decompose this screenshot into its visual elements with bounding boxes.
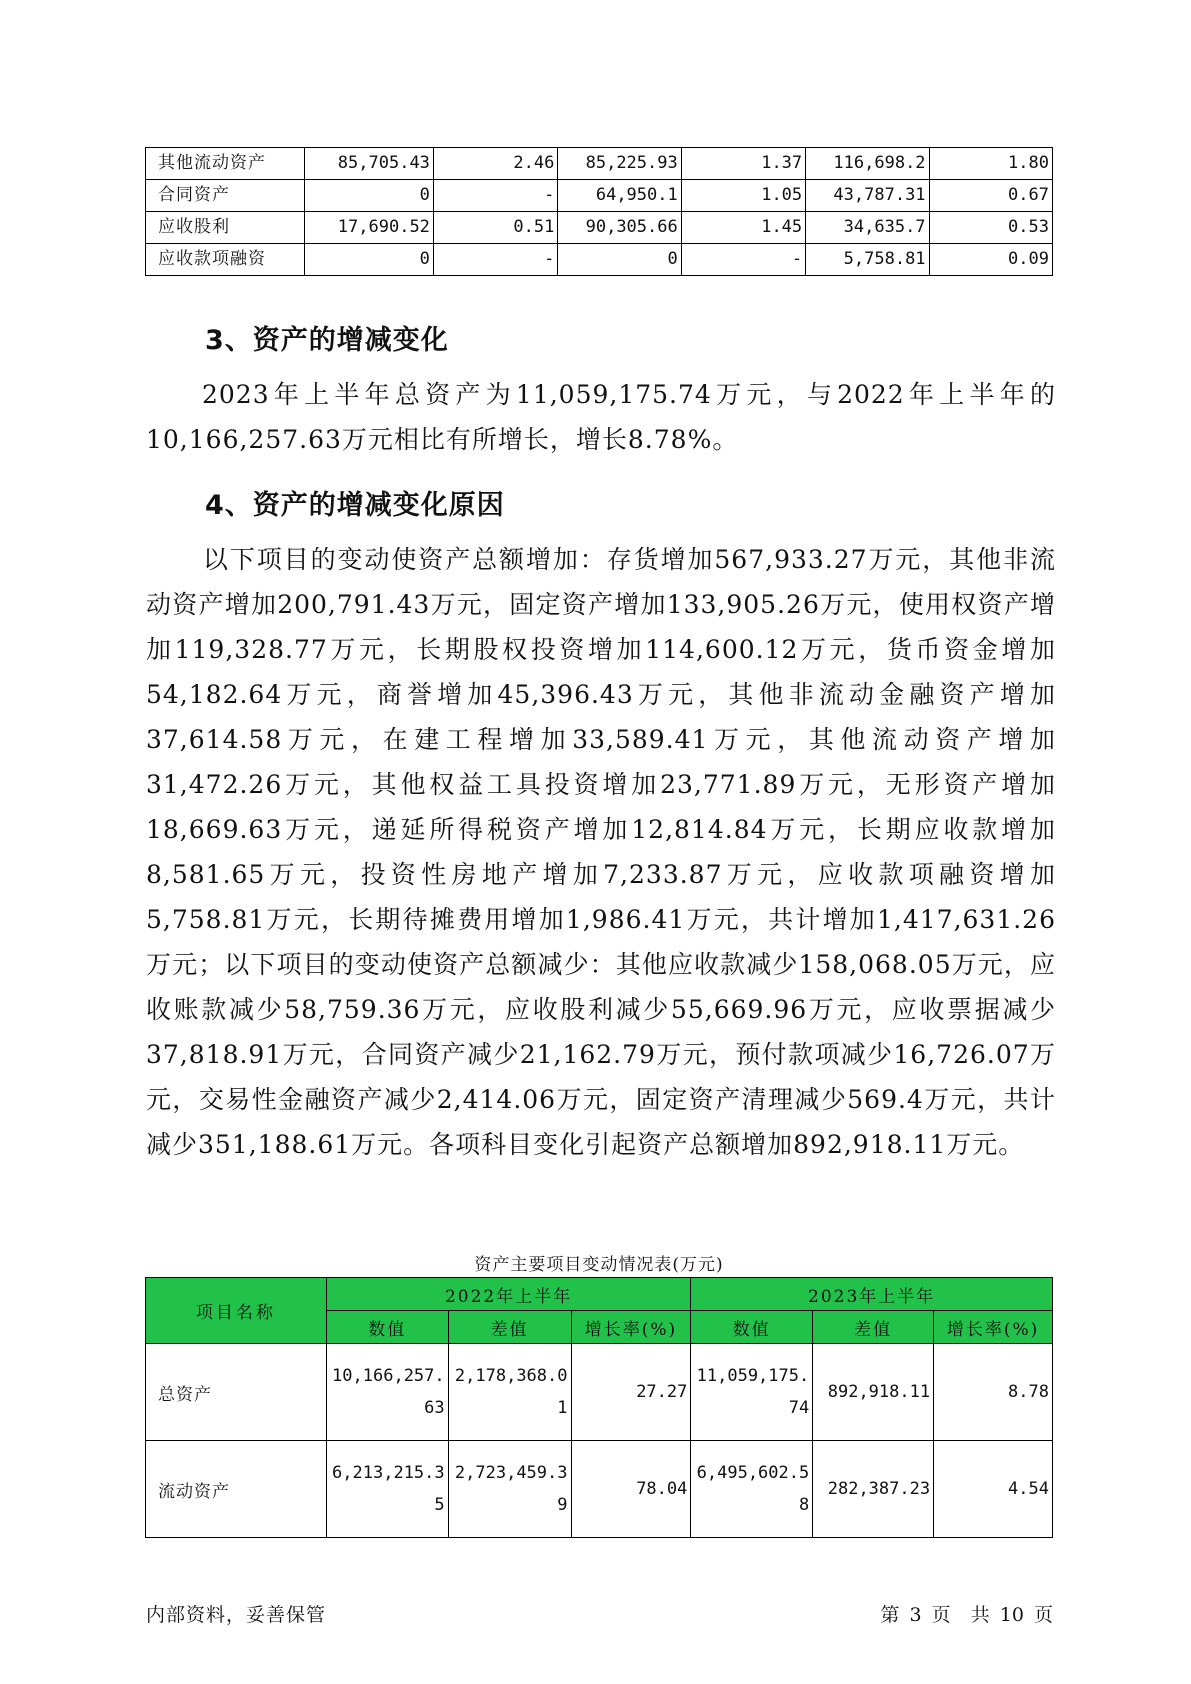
column-header-diff: 差值	[813, 1311, 934, 1344]
ratio-cell: 1.37	[681, 148, 805, 180]
row-name: 应收股利	[146, 212, 305, 244]
diff-cell: 892,918.11	[813, 1344, 934, 1441]
page-total: 10	[999, 1604, 1024, 1626]
ratio-cell: 0.53	[929, 212, 1052, 244]
ratio-cell: -	[433, 180, 557, 212]
section-4-text: 以下项目的变动使资产总额增加：存货增加567,933.27万元，其他非流动资产增加200,791.43万元，固定资产增加133,905.26万元，使用权资产增加119,328.77万元，长期股权投资增加114,600.12万元，货币资金增加54,182.64万元，商誉增加45,396.43万元，其他非流动金融资产增加37,614.58万元，在建工程增加33,589.41万元，其他流动资产增加31,472.26万元，其他权益工具投资增加23,771.89万元，无形资产增加18,669.63万元，递延所得税资产增加12,814.84万元，长期应收款增加8,581.65万元，投资性房地产增加7,233.87万元，应收款项融资增加5,758.81万元，长期待摊费用增加1,986.41万元，共计增加1,417,631.26万元；以下项目的变动使资产总额减少：其他应收款减少158,068.05万元，应收账款减少58,759.36万元，应收股利减少55,669.96万元，应收票据减少37,818.91万元，合同资产减少21,162.79万元，预付款项减少16,726.07万元，交易性金融资产减少2,414.06万元，固定资产清理减少569.4万元，共计减少351,188.61万元。各项科目变化引起资产总额增加892,918.11万元。	[146, 545, 1056, 1159]
value-cell: 6,495,602.58	[691, 1441, 813, 1538]
column-header-value: 数值	[326, 1311, 448, 1344]
page-total-unit: 页	[1033, 1604, 1053, 1626]
column-header-value: 数值	[691, 1311, 813, 1344]
row-name: 流动资产	[146, 1441, 327, 1538]
value-cell: 11,059,175.74	[691, 1344, 813, 1441]
value-cell: 0	[305, 180, 434, 212]
rate-cell: 27.27	[571, 1344, 691, 1441]
row-name: 合同资产	[146, 180, 305, 212]
diff-cell: 2,723,459.39	[448, 1441, 571, 1538]
asset-change-table	[145, 1277, 1053, 1538]
value-cell: 10,166,257.63	[326, 1344, 448, 1441]
value-cell: 64,950.1	[558, 180, 681, 212]
section-4-paragraph	[146, 537, 1056, 1167]
value-cell: 0	[558, 244, 681, 276]
diff-cell: 2,178,368.01	[448, 1344, 571, 1441]
table-row	[146, 1344, 1053, 1441]
value-cell: 5,758.81	[806, 244, 929, 276]
ratio-cell: 0.51	[433, 212, 557, 244]
row-name: 总资产	[146, 1344, 327, 1441]
footer-confidential: 内部资料，妥善保管	[146, 1604, 327, 1626]
rate-cell: 4.54	[934, 1441, 1053, 1538]
section-4-heading: 4、资产的增减变化原因	[205, 490, 505, 521]
row-name: 应收款项融资	[146, 244, 305, 276]
value-cell: 90,305.66	[558, 212, 681, 244]
rate-cell: 8.78	[934, 1344, 1053, 1441]
column-header-diff: 差值	[448, 1311, 571, 1344]
value-cell: 116,698.2	[806, 148, 929, 180]
ratio-cell: 1.05	[681, 180, 805, 212]
rate-cell: 78.04	[571, 1441, 691, 1538]
table-row	[146, 212, 1053, 244]
group-header-2022: 2022年上半年	[326, 1278, 691, 1311]
table-row	[146, 1441, 1053, 1538]
column-header-rate: 增长率(%)	[571, 1311, 691, 1344]
diff-cell: 282,387.23	[813, 1441, 934, 1538]
section-3-heading: 3、资产的增减变化	[205, 325, 449, 356]
ratio-cell: -	[433, 244, 557, 276]
ratio-cell: 1.45	[681, 212, 805, 244]
ratio-cell: 2.46	[433, 148, 557, 180]
page-unit: 页	[931, 1604, 951, 1626]
page-total-prefix: 共	[970, 1604, 990, 1626]
table-caption: 资产主要项目变动情况表(万元)	[474, 1255, 724, 1275]
table-row	[146, 148, 1053, 180]
column-header-name: 项目名称	[146, 1278, 327, 1344]
value-cell: 85,705.43	[305, 148, 434, 180]
header-row	[146, 1278, 1053, 1311]
page-current: 3	[909, 1604, 922, 1626]
ratio-cell: 1.80	[929, 148, 1052, 180]
row-name: 其他流动资产	[146, 148, 305, 180]
section-3-text: 2023年上半年总资产为11,059,175.74万元，与2022年上半年的10,166,257.63万元相比有所增长，增长8.78%。	[146, 380, 1056, 454]
value-cell: 0	[305, 244, 434, 276]
ratio-cell: -	[681, 244, 805, 276]
value-cell: 85,225.93	[558, 148, 681, 180]
asset-structure-table	[145, 147, 1053, 276]
table-row	[146, 244, 1053, 276]
ratio-cell: 0.09	[929, 244, 1052, 276]
value-cell: 43,787.31	[806, 180, 929, 212]
value-cell: 34,635.7	[806, 212, 929, 244]
section-3-paragraph	[146, 372, 1056, 462]
page-number	[876, 1600, 1053, 1627]
group-header-2023: 2023年上半年	[691, 1278, 1053, 1311]
column-header-rate: 增长率(%)	[934, 1311, 1053, 1344]
table-row	[146, 180, 1053, 212]
value-cell: 6,213,215.35	[326, 1441, 448, 1538]
value-cell: 17,690.52	[305, 212, 434, 244]
ratio-cell: 0.67	[929, 180, 1052, 212]
page-prefix: 第	[880, 1604, 900, 1626]
